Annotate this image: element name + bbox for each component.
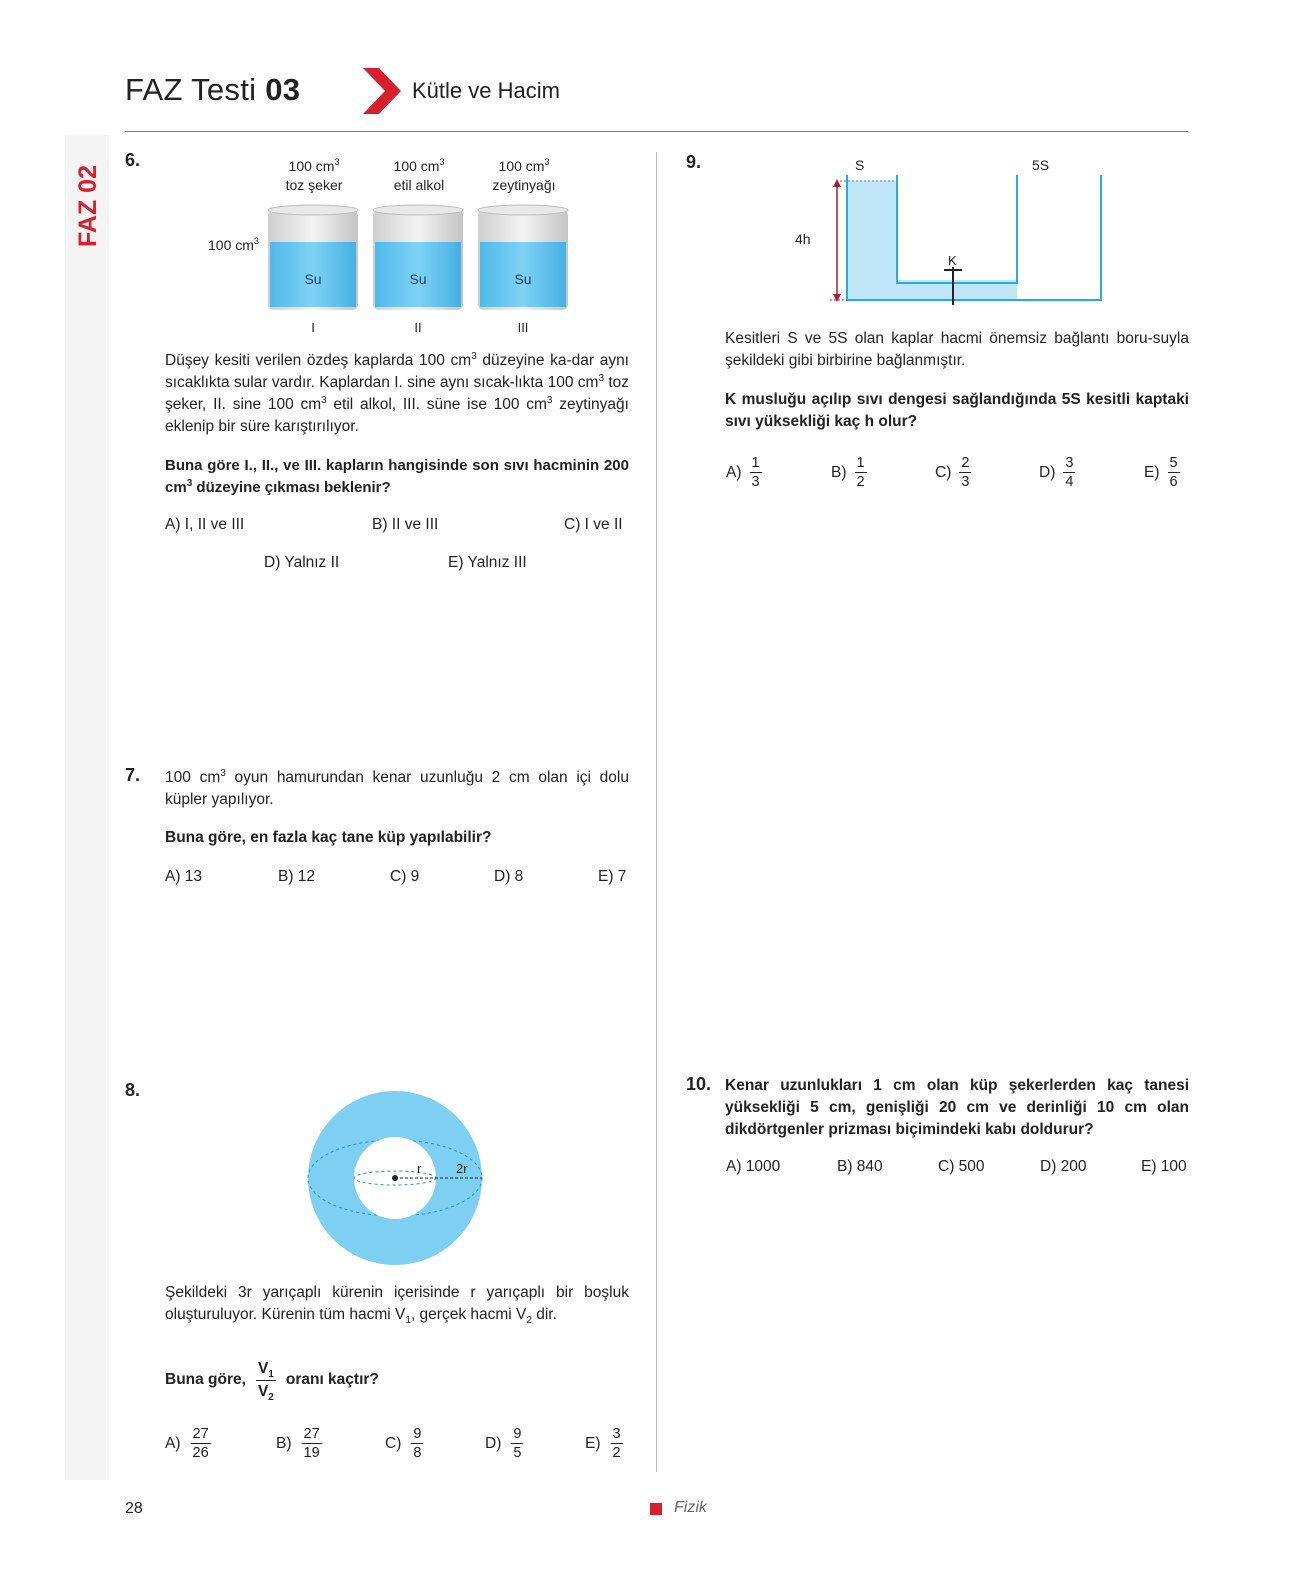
q8-option-a[interactable]: A) $\frac{27}{26}$ [165, 1426, 209, 1461]
beaker-1 [268, 205, 358, 310]
page-title [125, 72, 300, 108]
valve-k-label: K [948, 253, 957, 268]
q7-question: Buna göre, en fazla kaç tane küp yapılabilir? [165, 829, 492, 846]
q7-option-b[interactable]: B) 12 [278, 868, 316, 885]
q8-number: 8. [125, 1080, 141, 1100]
q7-option-d[interactable]: D) 8 [494, 868, 524, 885]
q10-option-c[interactable]: C) 500 [938, 1158, 985, 1175]
svg-text:100 cm3: 100 $cm^3$ [288, 157, 340, 174]
label-2r: 2r [456, 1161, 468, 1176]
q9-option-e[interactable]: E) $\frac{5}{6}$ [1144, 455, 1178, 490]
q9-option-c[interactable]: C) $\frac{2}{3}$ [935, 455, 970, 490]
q10-option-b[interactable]: B) 840 [837, 1158, 883, 1175]
q8-body: Şekildeki 3r yarıçaplı kürenin içerisinde r yarıçaplı bir boşluk oluşturuluyor. Kürenin tüm hacmi $V_1$, gerçek hacmi $V_2$ dir. [165, 1284, 629, 1327]
beaker-1-top-label: toz şeker [285, 177, 343, 193]
q6-figure [200, 150, 600, 340]
beaker-2 [373, 205, 463, 310]
q9-option-d[interactable]: D) $\frac{3}{4}$ [1039, 455, 1074, 490]
q6-body: Düşey kesiti verilen özdeş kaplarda 100 $cm^3$ düzeyine ka-dar aynı sıcaklıkta sular vardır. Kaplardan I. sine aynı sıcak-lıkta 100 $cm^3$ toz şeker, II. sine 100 $cm^3$ etil alkol, III. süne ise 100 $cm^3$ zeytinyağı eklenip bir süre karıştırılıyor. [165, 350, 630, 435]
beaker-2-top-label: etil alkol [393, 177, 445, 193]
q9-option-a[interactable]: A) $\frac{1}{3}$ [726, 455, 760, 490]
title-prefix: FAZ Testi [125, 72, 257, 107]
v1-over-v2: $\frac{V_1}{V_2}$ [257, 1359, 274, 1403]
topic-title: Kütle ve Hacim [412, 78, 560, 103]
column-divider [656, 152, 657, 1472]
q6-option-d[interactable]: D) Yalnız II [264, 554, 340, 571]
beaker-1-roman: I [311, 320, 315, 335]
q7-option-c[interactable]: C) 9 [390, 868, 420, 885]
label-r: r [417, 1161, 422, 1176]
q10-option-a[interactable]: A) 1000 [726, 1158, 781, 1175]
q9-option-b[interactable]: B) $\frac{1}{2}$ [831, 455, 865, 490]
q8-option-b[interactable]: B) $\frac{27}{19}$ [276, 1426, 320, 1461]
q7-number: 7. [125, 765, 141, 785]
page-number: 28 [125, 1500, 143, 1517]
beaker-3 [478, 205, 568, 310]
q8-option-e[interactable]: E) $\frac{3}{2}$ [585, 1426, 621, 1461]
label-4h: 4h [795, 231, 811, 247]
q9-body: Kesitleri S ve 5S olan kaplar hacmi önemsiz bağlantı boru-suyla şekildeki gibi birbirine bağlanmıştır. [725, 330, 1189, 369]
label-s: S [855, 157, 865, 173]
side-faz-text: FAZ 02 [74, 165, 102, 247]
q7-option-a[interactable]: A) 13 [165, 868, 203, 885]
subject-marker-icon [650, 1503, 662, 1515]
beaker-3-top-label: zeytinyağı [492, 177, 556, 193]
q6-option-e[interactable]: E) Yalnız III [448, 554, 527, 571]
q6-number: 6. [125, 150, 141, 170]
level-label: 100 $cm^3$ [208, 236, 259, 253]
q10-option-d[interactable]: D) 200 [1040, 1158, 1087, 1175]
q10-option-e[interactable]: E) 100 [1141, 1158, 1187, 1175]
q6-option-b[interactable]: B) II ve III [372, 516, 439, 533]
side-faz-label [52, 150, 120, 250]
side-strip [65, 135, 109, 1480]
chevron-right-icon [363, 68, 401, 119]
q6-option-c[interactable]: C) I ve II [564, 516, 623, 533]
svg-text:100 cm3: 100 $cm^3$ [393, 157, 445, 174]
q9-question: K musluğu açılıp sıvı dengesi sağlandığında 5S kesitli kaptaki sıvı yüksekliği kaç h olur? [725, 391, 1189, 430]
q7-body: 100 $cm^3$ oyun hamurundan kenar uzunluğu 2 cm olan içi dolu küpler yapılıyor. [165, 767, 629, 808]
q8-question: Buna göre, $\frac{V_1}{V_2}$ oranı kaçtır? [165, 1359, 379, 1403]
beaker-2-liquid: Su [409, 271, 427, 287]
q8-sphere-figure [305, 1088, 485, 1268]
q10-number: 10. [686, 1074, 712, 1094]
subject-label: Fizik [674, 1499, 707, 1516]
q9-vessels-figure [795, 155, 1110, 315]
header-divider [125, 131, 1188, 132]
label-5s: 5S [1032, 157, 1050, 173]
q9-number: 9. [686, 152, 702, 172]
q6-question: Buna göre I., II., ve III. kapların hangisinde son sıvı hacminin 200 $cm^3$ düzeyine çıkması beklenir? [165, 457, 629, 496]
beaker-3-roman: III [517, 320, 529, 335]
beaker-3-liquid: Su [514, 271, 532, 287]
q7-option-e[interactable]: E) 7 [598, 868, 627, 885]
beaker-1-liquid: Su [304, 271, 322, 287]
svg-text:100 cm3: 100 $cm^3$ [498, 157, 550, 174]
q8-option-d[interactable]: D) $\frac{9}{5}$ [485, 1426, 522, 1461]
beaker-2-roman: II [414, 320, 422, 335]
q8-option-c[interactable]: C) $\frac{9}{8}$ [385, 1426, 422, 1461]
q10-question: Kenar uzunlukları 1 cm olan küp şekerlerden kaç tanesi yüksekliği 5 cm, genişliği 20 cm ve derinliği 10 cm olan dikdörtgenler prizması biçimindeki kabı doldurur? [725, 1077, 1189, 1138]
title-number: 03 [265, 72, 301, 107]
q6-option-a[interactable]: A) I, II ve III [165, 516, 245, 533]
